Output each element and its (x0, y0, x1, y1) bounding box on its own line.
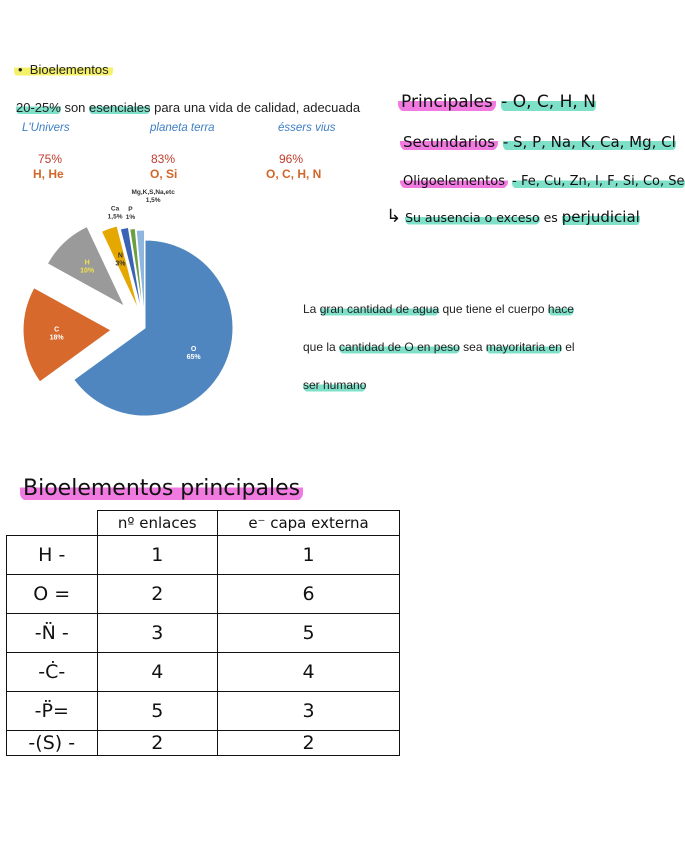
note-text-c: perjudicial (561, 208, 640, 226)
col-pct-essers: 96% (279, 152, 304, 166)
pie-label-ca: Ca (110, 205, 120, 213)
table-row (7, 614, 400, 653)
p-l2-b: cantidad de O en peso (339, 340, 460, 354)
table-cell-capa: 4 (218, 653, 400, 692)
pie-label-o: 65% (186, 353, 201, 361)
bullet: • (18, 62, 23, 77)
pie-label-n: 3% (115, 260, 126, 268)
table-cell-element: -N̈ - (7, 614, 98, 653)
pie-label-h: H (84, 259, 90, 267)
note-text-a: Su ausencia o exceso (405, 210, 540, 225)
col-label-univers: L'Univers (22, 122, 70, 134)
pie-label-mg: Mg,K,S,Na,etc (131, 189, 175, 197)
table-row (7, 575, 400, 614)
oligo-line (400, 174, 685, 189)
table-cell-element: -(S) - (7, 731, 98, 756)
intro-middle: son (64, 100, 86, 115)
table-row (7, 536, 400, 575)
pie-label-n: N (117, 252, 123, 260)
note-line (386, 206, 640, 227)
pie-label-c: 18% (49, 334, 64, 342)
principales-items: - O, C, H, N (501, 92, 596, 112)
pie-label-p: 1% (125, 213, 136, 221)
section2-title (20, 476, 303, 501)
paragraph-line-3 (303, 366, 575, 404)
col-label-planeta: planeta terra (150, 122, 215, 134)
p-l2-a: que la (303, 340, 336, 354)
pie-label-c: C (54, 326, 60, 334)
intro-rest: para una vida de calidad, adecuada (154, 100, 361, 115)
col-pct-planeta: 83% (151, 152, 176, 166)
table-cell-enlaces: 2 (97, 575, 218, 614)
table-cell-capa: 3 (218, 692, 400, 731)
pie-label-h: 10% (80, 267, 95, 275)
p-l2-c: sea (463, 340, 483, 354)
paragraph-line-1 (303, 290, 575, 328)
header-title: Bioelementos (29, 62, 109, 77)
p-l1-d: hace (547, 302, 574, 316)
table-header-capa: e⁻ capa externa (218, 511, 400, 536)
table-cell-enlaces: 5 (97, 692, 218, 731)
pie-label-ca: 1,5% (107, 213, 123, 221)
table-cell-element: O = (7, 575, 98, 614)
secundarios-title: Secundarios (400, 133, 498, 151)
table-header-empty (7, 511, 98, 536)
p-l3-a: ser humano (303, 378, 367, 392)
p-l1-a: La (303, 302, 317, 316)
secundarios-line (400, 133, 676, 151)
table-cell-enlaces: 1 (97, 536, 218, 575)
table-cell-element: -Ċ- (7, 653, 98, 692)
col-elements-planeta: O, Si (150, 167, 178, 181)
table-row (7, 692, 400, 731)
p-l2-e: el (565, 340, 575, 354)
table-cell-enlaces: 4 (97, 653, 218, 692)
p-l1-b: gran cantidad de agua (319, 302, 440, 316)
col-pct-univers: 75% (38, 152, 63, 166)
bioelements-table (6, 510, 400, 756)
intro-highlight: esenciales (89, 100, 151, 115)
table-cell-capa: 2 (218, 731, 400, 756)
table-cell-element: -P̈= (7, 692, 98, 731)
intro-prefix: 20-25% (16, 100, 61, 115)
principales-title: Principales (398, 92, 496, 112)
table-row (7, 653, 400, 692)
p-l2-d: mayoritaria en (485, 340, 562, 354)
secundarios-items: - S, P, Na, K, Ca, Mg, Cl (502, 133, 676, 151)
table-row (7, 731, 400, 756)
col-label-essers: éssers vius (278, 122, 336, 134)
principales-line (398, 92, 596, 112)
note-text-b: es (543, 210, 558, 225)
oligo-items: - Fe, Cu, Zn, I, F, Si, Co, Se (512, 174, 685, 189)
pie-label-mg: 1,5% (145, 197, 161, 205)
table-cell-enlaces: 3 (97, 614, 218, 653)
table-cell-enlaces: 2 (97, 731, 218, 756)
section-header (14, 62, 113, 77)
paragraph (303, 290, 575, 404)
oligo-title: Oligoelementos (400, 174, 508, 189)
pie-label-o: O (190, 345, 197, 353)
table-header-row (7, 511, 400, 536)
table-cell-capa: 1 (218, 536, 400, 575)
col-elements-univers: H, He (33, 167, 64, 181)
col-elements-essers: O, C, H, N (266, 167, 322, 181)
bioelements-pie-chart (0, 180, 260, 440)
intro-line (16, 100, 360, 115)
table-cell-element: H - (7, 536, 98, 575)
table-cell-capa: 5 (218, 614, 400, 653)
p-l1-c: que tiene el cuerpo (442, 302, 545, 316)
paragraph-line-2 (303, 328, 575, 366)
table-cell-capa: 6 (218, 575, 400, 614)
table-header-enlaces: nº enlaces (97, 511, 218, 536)
pie-label-p: P (128, 205, 133, 213)
arrow-icon: ↳ (386, 206, 402, 227)
section2-title-text: Bioelementos principales (20, 476, 303, 501)
